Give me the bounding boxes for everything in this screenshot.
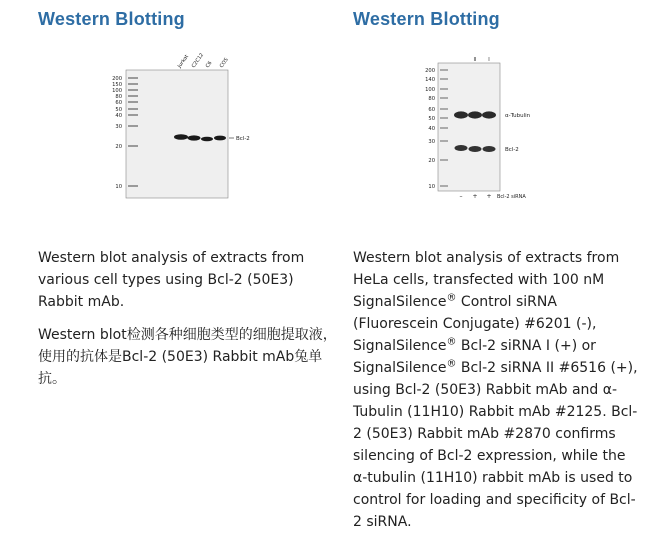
caption-text: Control siRNA (Fluorescein Conjugate) #6201 (-), SignalSilence [353,294,597,354]
band-label-bcl2: Bcl-2 [236,136,250,142]
mw-label: 30 [115,124,122,130]
mw-label: 10 [428,184,435,190]
mw-label: 20 [115,144,122,150]
caption-english: Western blot analysis of extracts from various cell types using Bcl-2 (50E3) Rabbit mAb. [38,250,305,310]
bcl2-bands [455,145,496,152]
caption-text: Bcl-2 siRNA I (+) or SignalSilence [353,338,596,376]
lane-label: COS [218,57,230,70]
left-heading: Western Blotting [38,9,185,29]
lane-label: C2C12 [190,52,206,70]
mw-label: 60 [428,107,435,113]
right-western-blot-figure [413,50,603,210]
registered-mark: ® [446,358,457,370]
mw-label: 80 [115,94,122,100]
mw-label: 30 [428,139,435,145]
mw-label: 50 [428,116,435,122]
lane-header: II [473,57,477,63]
mw-label: 40 [115,113,122,119]
blot-membrane [438,63,500,191]
lane-sign: – [459,193,463,200]
blot-membrane [126,70,228,198]
lane-header: I [488,57,490,63]
mw-label: 80 [428,96,435,102]
left-western-blot-figure [108,52,288,200]
lane-sign: + [486,193,492,200]
mw-label: 40 [428,126,435,132]
right-heading: Western Blotting [353,9,500,29]
lane-label: Jurkat [176,53,190,70]
left-mw-markers [112,76,122,190]
mw-label: 60 [115,100,122,106]
caption-text: Bcl-2 siRNA II #6516 (+), using Bcl-2 (50E3) Rabbit mAb and α-Tubulin (11H10) Rabbit mAb #2125. Bcl-2 (50E3) Rabbit mAb #2870 confirms silencing of Bcl-2 expression, while the α-tubulin (11H10) rabbit mAb is used to control for loading and specificity of Bcl-2 siRNA. [353,360,638,530]
mw-label: 200 [425,68,435,74]
band-label-tubulin: α-Tubulin [505,113,531,119]
sirna-signs [460,193,492,200]
mw-label: 100 [112,88,122,94]
right-caption [353,247,641,533]
right-lane-headers [474,57,490,63]
mw-label: 140 [425,77,435,83]
caption-english [353,247,641,533]
lane-sign: + [472,193,478,200]
mw-label: 100 [425,87,435,93]
caption-text: Western blot analysis of extracts from HeLa cells, transfected with 100 nM SignalSilence [353,250,620,310]
mw-label: 200 [112,76,122,82]
tubulin-bands [454,111,496,118]
mw-label: 10 [115,184,122,190]
right-mw-markers [425,68,435,190]
mw-label: 150 [112,82,122,88]
band-label-bcl2: Bcl-2 [505,147,519,153]
sirna-label: Bcl-2 siRNA [497,194,526,200]
mw-label: 20 [428,158,435,164]
left-caption [38,247,338,390]
left-lane-labels [176,52,230,70]
caption-chinese: Western blot检测各种细胞类型的细胞提取液，使用的抗体是Bcl-2 (50E3) Rabbit mAb兔单抗。 [38,327,337,387]
registered-mark: ® [446,336,457,348]
registered-mark: ® [446,292,457,304]
lane-label: C6 [204,60,214,70]
mw-label: 50 [115,107,122,113]
